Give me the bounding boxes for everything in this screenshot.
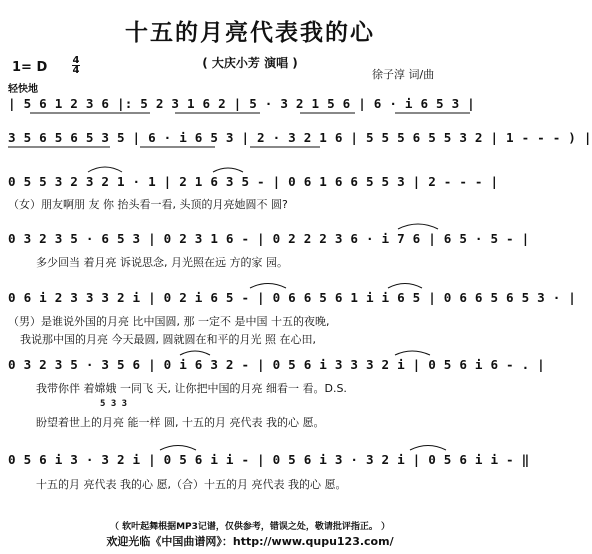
lyric-row-5a: （男）是谁说外国的月亮 比中国圆, 那 一定不 是中国 十五的夜晚, — [8, 315, 330, 328]
lyric-row-6b: 盼望着世上的月亮 能一样 圆, 十五的月 亮代表 我的心 愿。 — [36, 416, 325, 429]
slur-mark — [410, 446, 446, 451]
slur-mark — [213, 168, 243, 172]
slur-mark — [398, 224, 438, 229]
lyric-row-5b: 我说那中国的月亮 今天最圆, 圆就圆在和平的月光 照 在心田, — [20, 333, 316, 346]
slur-mark — [180, 351, 210, 355]
tempo-marking: 轻快地 — [8, 84, 38, 95]
lyricist-composer: 徐子淳 词/曲 — [372, 68, 435, 81]
website-credit: 欢迎光临《中国曲谱网》：http://www.qupu123.com/ — [106, 535, 394, 548]
notation-row-5: 0 6 i 2 3 3 3 2 i | 0 2 i 6 5 - | 0 6 6 5 6 1 i i 6 5 | 0 6 6 5 6 5 3 · | — [8, 290, 577, 305]
song-title: 十五的月亮代表我的心 — [125, 20, 375, 46]
performer-subtitle: ( 大庆小芳 演唱 ) — [202, 56, 298, 70]
notation-row-2: 3 5 6 5 6 5 3 5 | 6 · i 6 5 3 | 2 · 3 2 1 6 | 5 5 5 6 5 5 3 2 | 1 - - - ) | — [8, 130, 592, 145]
notation-row-3: 0 5 5 3 2 3 2 1 · 1 | 2 1 6 3 5 - | 0 6 1 6 6 5 5 3 | 2 - - - | — [8, 174, 499, 189]
lyric-row-4: 多少回当 着月亮 诉说思念, 月光照在远 方的家 园。 — [36, 256, 288, 269]
slur-mark — [395, 351, 430, 355]
slur-mark — [250, 284, 286, 289]
transcription-note: （ 软叶起舞根据MP3记谱，仅供参考，错误之处，敬请批评指正。 ） — [109, 522, 391, 532]
lyric-row-6a: 我带你伴 着嫦娥 一同飞 天, 让你把中国的月亮 细看一 看。D.S. — [36, 382, 347, 395]
small-notes-ds: 5 3 3 — [100, 399, 128, 409]
slur-mark — [388, 284, 422, 289]
notation-row-4: 0 3 2 3 5 · 6 5 3 | 0 2 3 1 6 - | 0 2 2 2 3 6 · i 7 6 | 6 5 · 5 - | — [8, 231, 530, 246]
meter-top: 4 — [72, 55, 80, 66]
notation-row-6: 0 3 2 3 5 · 3 5 6 | 0 i 6 3 2 - | 0 5 6 i 3 3 3 2 i | 0 5 6 i 6 - . | — [8, 357, 545, 372]
meter-bottom: 4 — [72, 65, 80, 76]
lyric-row-7: 十五的月 亮代表 我的心 愿,（合）十五的月 亮代表 我的心 愿。 — [36, 478, 347, 491]
notation-row-1: | 5 6 1 2 3 6 |: 5 2 3 1 6 2 | 5 · 3 2 1 5 6 | 6 · i 6 5 3 | — [8, 96, 475, 111]
notation-row-7: 0 5 6 i 3 · 3 2 i | 0 5 6 i i - | 0 5 6 i 3 · 3 2 i | 0 5 6 i i - ‖ — [8, 452, 530, 467]
key-signature: 1= D — [12, 60, 48, 75]
lyric-row-3: （女）朋友啊朋 友 你 抬头看一看, 头顶的月亮她圆不 圆? — [8, 198, 288, 211]
slur-mark — [88, 167, 122, 172]
slur-mark — [160, 446, 196, 451]
